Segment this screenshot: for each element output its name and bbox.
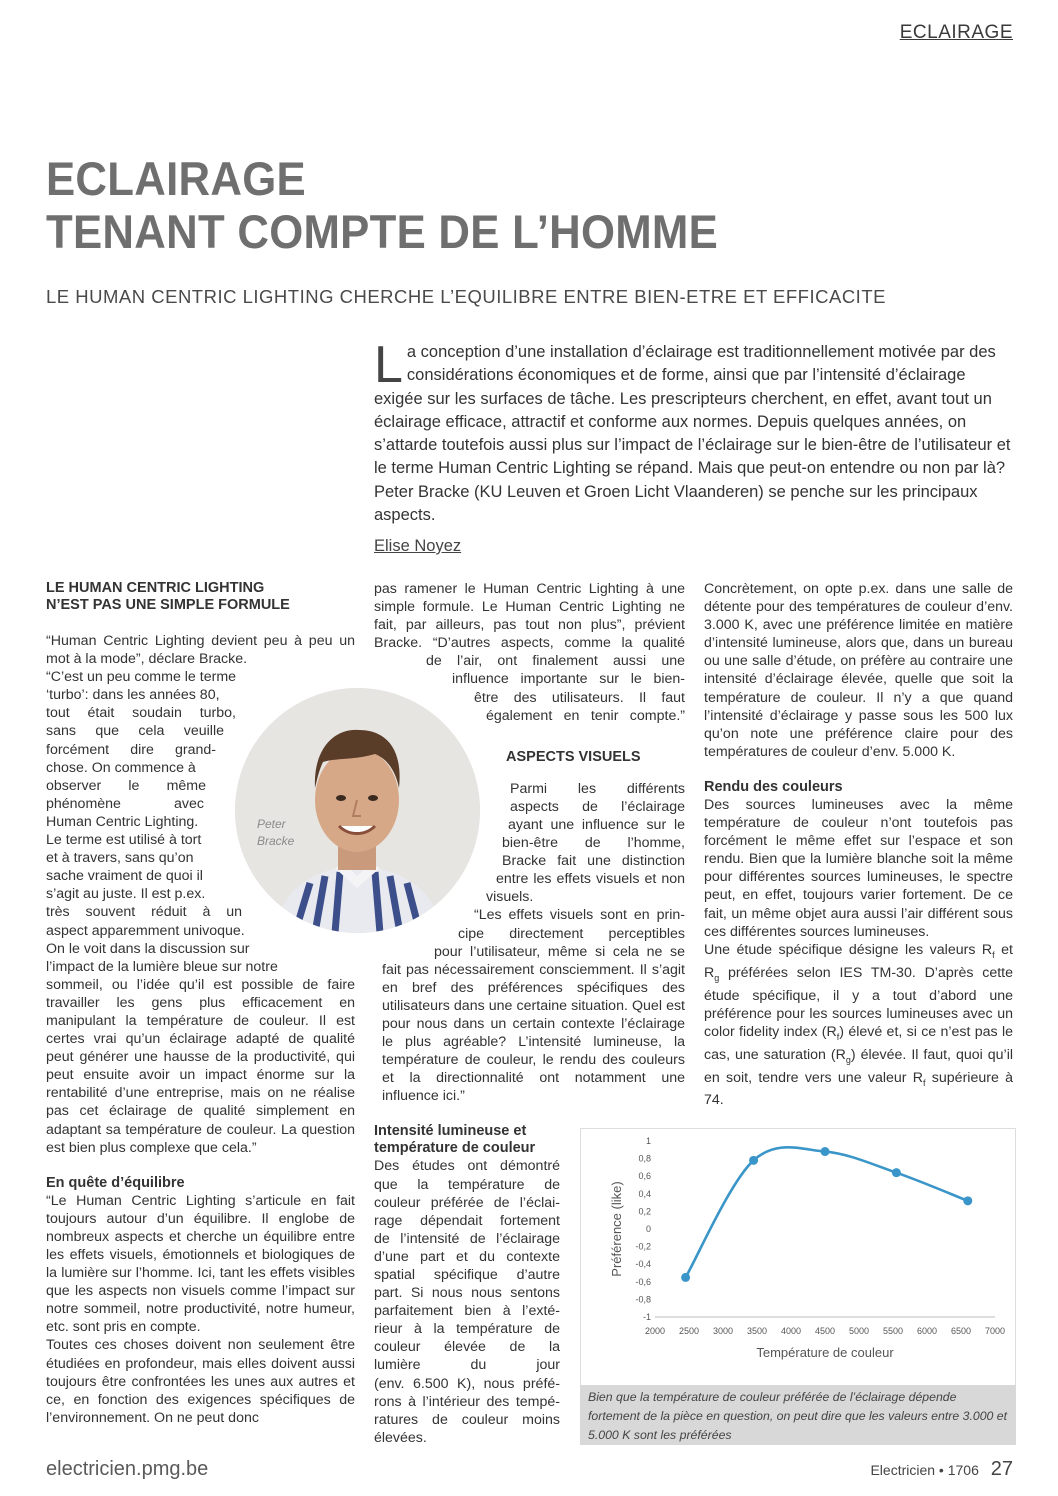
- text-line: lumière du jour: [374, 1357, 560, 1374]
- x-tick-label: 4000: [780, 1326, 802, 1336]
- y-tick-label: 0: [645, 1224, 651, 1234]
- text-line: “Les effets visuels sont en prin-: [474, 907, 685, 924]
- text-line: Le terme est utilisé à tort: [46, 832, 202, 849]
- text-line: également en tenir compte.”: [486, 707, 685, 724]
- article-intro: [374, 336, 1014, 527]
- title-line-1: ECLAIRAGE: [46, 152, 306, 205]
- text-line: s’agit au juste. Il est p.ex.: [46, 886, 206, 903]
- text-line: entre les effets visuels et non: [496, 871, 685, 888]
- x-tick-label: 7000: [984, 1326, 1006, 1336]
- section-heading: En quête d’équilibre: [46, 1174, 185, 1191]
- heading-line: Intensité lumineuse et: [374, 1123, 527, 1140]
- x-tick-label: 3500: [746, 1326, 768, 1336]
- y-tick-label: -0,8: [635, 1294, 651, 1305]
- y-tick-label: 0,6: [638, 1171, 651, 1182]
- caption-line: Bracke: [257, 834, 295, 848]
- text-line: bien-être de l’homme,: [502, 835, 685, 852]
- text-run: supérieure à 74.: [704, 1069, 1013, 1109]
- text-line: parfaitement bien à l’exté-: [374, 1303, 560, 1320]
- y-tick-label: 0,4: [638, 1188, 651, 1199]
- y-tick-label: 0,8: [638, 1153, 651, 1164]
- text-line: Bracke. “D’autres aspects, comme la qualité: [374, 635, 685, 652]
- caption-line: Peter: [257, 817, 286, 831]
- x-tick-label: 3000: [712, 1326, 734, 1336]
- text-run: ) élevé et, si ce n’est pas le cas, une saturation (R: [704, 1023, 1013, 1063]
- text-run: ) élevée. Il faut, quoi qu’il en soit, tendre vers une valeur R: [704, 1046, 1013, 1086]
- heading-line: température de couleur: [374, 1140, 536, 1157]
- x-tick-label: 2500: [678, 1326, 700, 1336]
- text-line: couleur préférée de l’éclai-: [374, 1194, 560, 1211]
- text-line: couleur élevée de la: [374, 1339, 560, 1356]
- data-point: [821, 1147, 830, 1156]
- footer-info: [870, 1458, 1013, 1481]
- text-line: rons à l’intérieur des tempé-: [374, 1393, 560, 1410]
- data-point: [681, 1273, 690, 1282]
- text-line: chose. On commence à: [46, 759, 196, 776]
- text-line: de l’intensité de l’éclairage: [374, 1230, 560, 1247]
- text-line: Human Centric Lighting.: [46, 813, 199, 830]
- subscript: g: [845, 1054, 851, 1065]
- section-tag: ECLAIRAGE: [899, 22, 1013, 43]
- text-line: sache vraiment de quoi il: [46, 868, 203, 885]
- paragraph: “Le Human Centric Lighting s’articule en fait toujours autour d’un équilibre. Il englobe de nombreux aspects et cherche un équilibre entre les effets visuels, émotionnels et biologiques de la lumière sur l’homme. Ici, tant les effets visibles que les aspects non visuels comme l’impact sur notre sommeil, notre productivité, notre humeur, etc. sont pris en compte.: [46, 1192, 355, 1336]
- series-line: [686, 1147, 968, 1277]
- text-line: (env. 6.500 K), nous préfé-: [374, 1375, 560, 1392]
- text-line: ayant une influence sur le: [508, 816, 685, 833]
- x-tick-label: 6000: [916, 1326, 938, 1336]
- text-line: simple formule. Le Human Centric Lighting ne: [374, 599, 685, 616]
- subscript: g: [714, 972, 720, 983]
- text-line: d’une part et du contexte: [374, 1248, 560, 1265]
- chart-caption: Bien que la température de couleur préférée de l’éclairage dépende fortement de la pièce en question, on peut dire que les valeurs entre 3.000 et 5.000 K sont les préférées: [580, 1385, 1016, 1445]
- column-3: [704, 580, 1013, 1110]
- footer-website: electricien.pmg.be: [46, 1458, 209, 1480]
- y-tick-label: 1: [645, 1136, 651, 1146]
- y-tick-label: -0,2: [635, 1241, 651, 1252]
- text-line: très souvent réduit à un: [46, 904, 242, 921]
- text-line: Des études ont démontré: [374, 1158, 560, 1175]
- x-tick-label: 5500: [882, 1326, 904, 1336]
- text-run: Une étude spécifique désigne les valeurs R: [704, 941, 993, 958]
- author-byline: Elise Noyez: [374, 537, 462, 555]
- text-line: pas ramener le Human Centric Lighting à une: [374, 581, 685, 597]
- text-line: aspects de l’éclairage: [510, 798, 685, 815]
- paragraph: [704, 941, 1013, 1110]
- chart-container: [580, 1128, 1016, 1386]
- text-line: part. Si nous nous sentons: [374, 1285, 560, 1302]
- section-heading: ASPECTS VISUELS: [506, 748, 641, 765]
- article-title: [46, 152, 718, 258]
- text-line: aspect apparemment univoque.: [46, 922, 245, 939]
- text-line: pour l’utilisateur, même si cela ne se: [434, 943, 685, 960]
- y-axis-label: Préférence (like): [609, 1181, 624, 1277]
- text-line: phénomène avec: [46, 795, 204, 812]
- intro-text: a conception d’une installation d’éclairage est traditionnellement motivée par des considérations économiques et de forme, ainsi que par l’intensité d’éclairage exigée sur les surfaces de tâche. Les prescripteurs cherchent, en effet, avant tout un éclairage efficace, attractif et conforme aux normes. Depuis quelques années, on s’attarde toutefois aussi plus sur l’impact de l’éclairage sur le bien-être de l’utilisateur et le terme Human Centric Lighting se répand. Mais que peut-on entendre ou non par là? Peter Bracke (KU Leuven et Groen Licht Vlaanderen) se penche sur les principaux aspects.: [374, 343, 1011, 525]
- text-line: cipe directement perceptibles: [458, 925, 685, 942]
- paragraph: Toutes ces choses doivent non seulement être étudiées en profondeur, mais elles doivent aussi toujours être confrontées les unes aux autres et ce, en fonction des exigences spécifiques de l’environnement. On ne peut donc: [46, 1337, 355, 1426]
- title-line-2: TENANT COMPTE DE L’HOMME: [46, 205, 719, 258]
- article-subtitle: LE HUMAN CENTRIC LIGHTING CHERCHE L’EQUILIBRE ENTRE BIEN-ETRE ET EFFICACITE: [46, 286, 886, 307]
- paragraph: sommeil, ou l’idée qu’il est possible de faire travailler les gens plus efficacement en manipulant la température de couleur. Il est certes vrai qu’un éclairage adapté de qualité peut générer une hausse de la productivité, qui peut ensuite avoir un impact énorme sur la rentabilité d’une entreprise, mais on ne réalise pas cet éclairage de qualité simplement en adaptant sa température de couleur. La question est bien plus complexe que cela.”: [46, 976, 355, 1156]
- text-line: observer le même: [46, 777, 206, 794]
- text-line: visuels.: [486, 889, 534, 906]
- text-block: [374, 1157, 560, 1447]
- text-line: rieur à la température de: [374, 1321, 560, 1338]
- y-tick-label: -0,6: [635, 1276, 651, 1287]
- text-line: ‘turbo’: dans les années 80,: [46, 687, 220, 704]
- page-number: 27: [990, 1458, 1013, 1480]
- text-line: être des utilisateurs. Il faut: [474, 689, 685, 706]
- heading-line: LE HUMAN CENTRIC LIGHTING: [46, 580, 265, 596]
- magazine-issue: Electricien • 1706: [870, 1462, 979, 1478]
- text-line: spatial spécifique d’autre: [374, 1267, 560, 1283]
- text-line: “C’est un peu comme le terme: [46, 669, 237, 686]
- x-tick-label: 6500: [950, 1326, 972, 1336]
- text-run: et R: [704, 941, 1013, 981]
- dropcap: L: [374, 336, 403, 394]
- x-tick-label: 5000: [848, 1326, 870, 1336]
- text-line: rage dépendait fortement: [374, 1212, 560, 1229]
- text-line: l’impact de la lumière bleue sur notre: [46, 958, 278, 975]
- photo-caption: [257, 816, 294, 850]
- x-tick-label: 2000: [644, 1326, 666, 1336]
- text-line: tout était soudain turbo,: [46, 705, 236, 722]
- paragraph: fait pas nécessairement consciemment. Il s’agit en bref des préférences spécifiques des utilisateurs dans une certaine situation. Quel est pour nous dans un certain contexte l’éclairage le plus agréable? L’intensité lumineuse, la température de couleur, le rendu des couleurs et la directionnalité ont notamment une influence ici.”: [382, 961, 685, 1105]
- text-line: ratures de couleur moins: [374, 1411, 560, 1428]
- section-heading: Rendu des couleurs: [704, 778, 843, 795]
- text-line: Parmi les différents: [510, 780, 685, 797]
- y-tick-label: -1: [642, 1312, 651, 1322]
- x-axis-label: Température de couleur: [756, 1345, 894, 1360]
- subscript: f: [923, 1077, 926, 1088]
- subscript: f: [836, 1031, 840, 1042]
- y-tick-label: 0,2: [638, 1206, 651, 1217]
- heading-line: N’EST PAS UNE SIMPLE FORMULE: [46, 597, 290, 613]
- text-run: préférées selon IES TM-30. D’après cette étude spécifique, il y a tout d’abord une préférence pour les sources lumineuses avec un color fidelity index (R: [704, 964, 1013, 1040]
- text-line: élevées.: [374, 1429, 427, 1446]
- line-chart: [581, 1129, 1017, 1387]
- x-tick-label: 4500: [814, 1326, 836, 1336]
- paragraph: “Human Centric Lighting devient peu à peu un mot à la mode”, déclare Bracke.: [46, 633, 355, 668]
- data-point: [749, 1156, 758, 1165]
- data-point: [892, 1168, 901, 1177]
- paragraph: Concrètement, on opte p.ex. dans une salle de détente pour des températures de couleur d’env. 3.000 K, avec une préférence limitée en matière d’intensité lumineuse, alors que, dans un bureau ou une salle d’étude, on préfère au contraire une intensité d’éclairage élevée, quelle que soit la température de couleur. Il n’y a que quand l’intensité d’éclairage y passe sous les 500 lux qu’on note une préférence claire pour des températures de couleur d’env. 5.000 K.: [704, 581, 1013, 760]
- paragraph: Des sources lumineuses avec la même température de couleur n’ont toutefois pas forcément le même effet sur l’espace et son rendu. Bien que la lumière blanche soit la même pour différentes sources lumineuses, le spectre peut, en effet, toujours varier fortement. De ce fait, un même objet aura aussi l’air différent sous ces différentes sources lumineuses.: [704, 796, 1013, 940]
- text-line: que la température de: [374, 1176, 560, 1193]
- text-line: sans que cela veuille: [46, 723, 224, 740]
- text-line: et à travers, sans qu’on: [46, 850, 194, 867]
- subscript: f: [992, 949, 995, 960]
- text-line: On le voit dans la discussion sur: [46, 940, 250, 957]
- text-line: forcément dire grand-: [46, 741, 216, 758]
- text-line: Bracke fait une distinction: [502, 853, 685, 870]
- section-heading: [46, 580, 355, 614]
- text-line: influence importante sur le bien-: [452, 671, 685, 688]
- y-tick-label: -0,4: [635, 1259, 651, 1270]
- text-line: fait, par ailleurs, pas tout non plus”, prévient: [374, 617, 685, 634]
- data-point: [963, 1196, 972, 1205]
- text-line: de l’air, ont finalement aussi une: [426, 653, 685, 670]
